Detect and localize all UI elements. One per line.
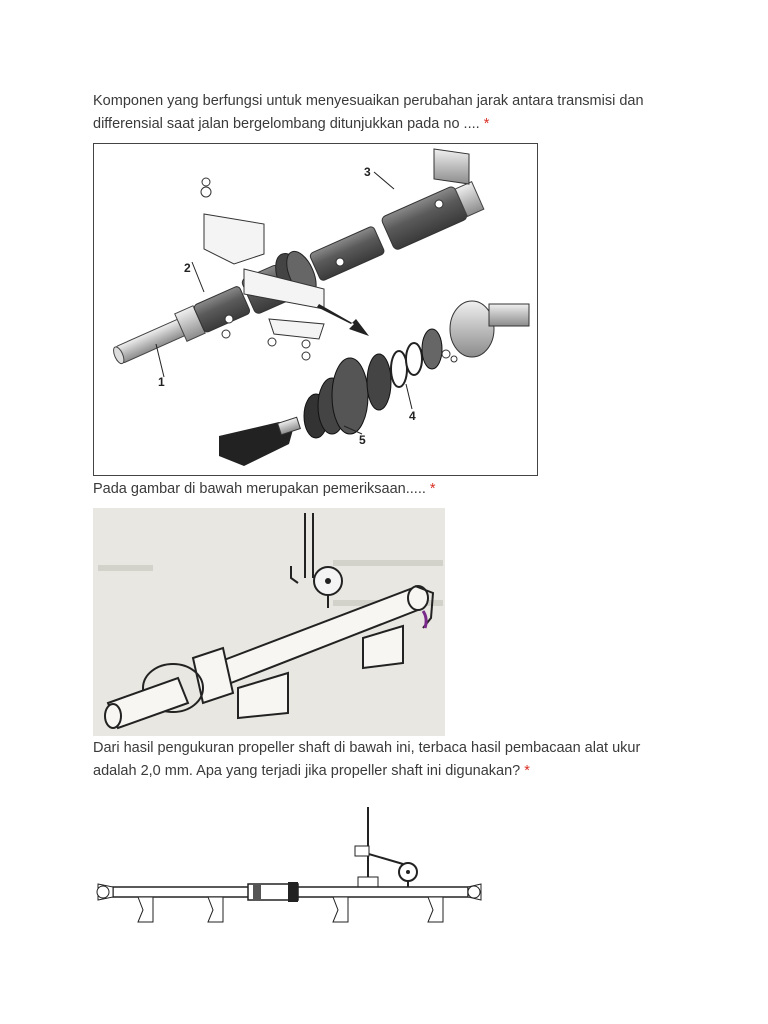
question-1-text xyxy=(93,90,673,136)
propeller-shaft-exploded-diagram xyxy=(93,143,538,476)
part-label-3: 3 xyxy=(364,165,371,179)
required-mark: * xyxy=(429,481,436,497)
required-mark: * xyxy=(483,116,490,132)
part-label-1: 1 xyxy=(158,375,165,389)
runout-inspection-image xyxy=(93,508,445,736)
part-label-4: 4 xyxy=(409,409,416,423)
part-label-2: 2 xyxy=(184,261,191,275)
question-1-label: Komponen yang berfungsi untuk menyesuaikan perubahan jarak antara transmisi dan differensial saat jalan bergelombang ditunjukkan pada no .... xyxy=(93,93,644,132)
question-3-label: Dari hasil pengukuran propeller shaft di bawah ini, terbaca hasil pembacaan alat ukur adalah 2,0 mm. Apa yang terjadi jika propeller shaft ini digunakan? xyxy=(93,740,641,779)
question-2-label: Pada gambar di bawah merupakan pemeriksaan..... xyxy=(93,481,426,497)
part-label-5: 5 xyxy=(359,433,366,447)
question-2-text xyxy=(93,478,673,501)
question-3-text xyxy=(93,737,673,783)
propeller-shaft-measurement-image xyxy=(93,802,483,932)
required-mark: * xyxy=(524,763,530,779)
